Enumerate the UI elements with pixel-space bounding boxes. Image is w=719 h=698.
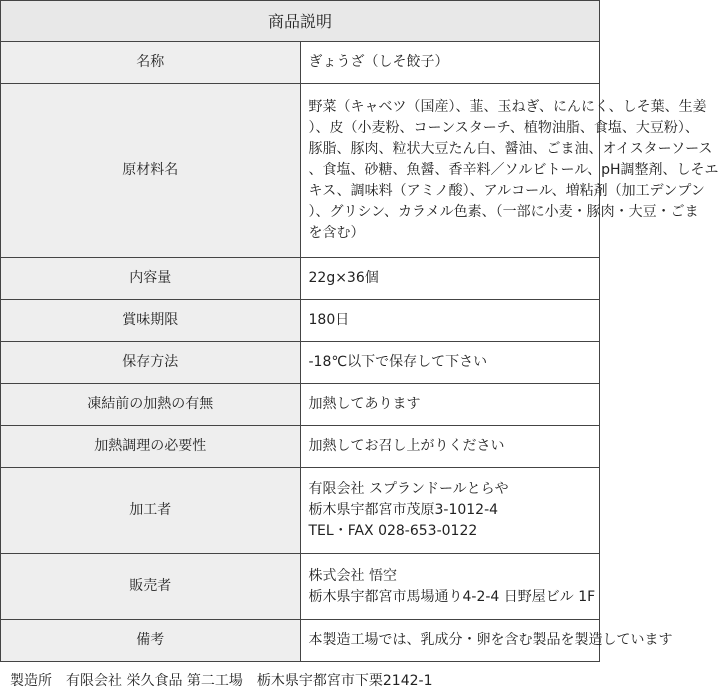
row-label: 備考 [1,620,301,662]
row-label: 原材料名 [1,84,301,258]
row-value [300,468,600,554]
value-line: 加熱してあります [308,396,421,412]
manufacturer-footer: 製造所 有限会社 栄久食品 第二工場 栃木県宇都宮市下栗2142-1 [10,673,433,689]
value-line: 豚脂、豚肉、粒状大豆たん白、醤油、ごま油、オイスターソース [308,141,713,157]
value-line: -18℃以下で保存して下さい [308,354,488,370]
value-line: キス、調味料（アミノ酸）、アルコール、増粘剤（加工デンプン [308,183,705,199]
row-value [300,620,673,662]
value-line: TEL・FAX 028-653-0122 [308,523,478,539]
row-label: 加熱調理の必要性 [1,426,301,468]
value-line: 株式会社 悟空 [308,567,397,584]
row-label: 凍結前の加熱の有無 [1,384,301,426]
value-line: ぎょうざ（しそ餃子） [308,54,449,70]
value-line: 加熱してお召し上がりください [308,438,505,454]
value-line: ）、グリシン、カラメル色素、（一部に小麦・豚肉・大豆・ごま [308,204,699,220]
table-title: 商品説明 [1,1,600,42]
row-heated-before-freezing [1,384,600,426]
row-label: 名称 [1,42,301,84]
value-line: を含む） [308,225,365,241]
value-line: 有限会社 スプランドールとらや [308,481,509,497]
value-line: 、食塩、砂糖、魚醤、香辛料／ソルビトール、pH調整剤、しそエ [308,162,719,178]
value-line: ）、皮（小麦粉、コーンスターチ、植物油脂、食塩、大豆粉）、 [308,120,699,136]
value-line: 180日 [308,312,350,328]
row-value [300,426,600,468]
row-processor [1,468,600,554]
row-contents [1,258,600,300]
row-seller [1,554,600,620]
row-storage [1,342,600,384]
row-value [300,342,600,384]
value-line: 栃木県宇都宮市茂原3-1012-4 [308,502,499,518]
row-label: 加工者 [1,468,301,554]
row-value [300,84,719,258]
row-ingredients [1,84,600,258]
row-value [300,384,600,426]
value-line: 22g×36個 [308,270,379,286]
value-line: 本製造工場では、乳成分・卵を含む製品を製造しています [308,632,673,648]
row-label: 保存方法 [1,342,301,384]
table-header-row [1,1,600,42]
row-label: 内容量 [1,258,301,300]
row-label: 賞味期限 [1,300,301,342]
row-value [300,554,600,620]
row-label: 販売者 [1,554,301,620]
row-value [300,42,600,84]
value-line: 栃木県宇都宮市馬場通り4-2-4 日野屋ビル 1F [308,588,596,605]
row-name [1,42,600,84]
row-cooking-needed [1,426,600,468]
row-value [300,300,600,342]
row-notes [1,620,600,662]
value-line: 野菜（キャベツ（国産）、韮、玉ねぎ、にんにく、しそ葉、生姜 [308,99,707,115]
row-best-before [1,300,600,342]
row-value [300,258,600,300]
